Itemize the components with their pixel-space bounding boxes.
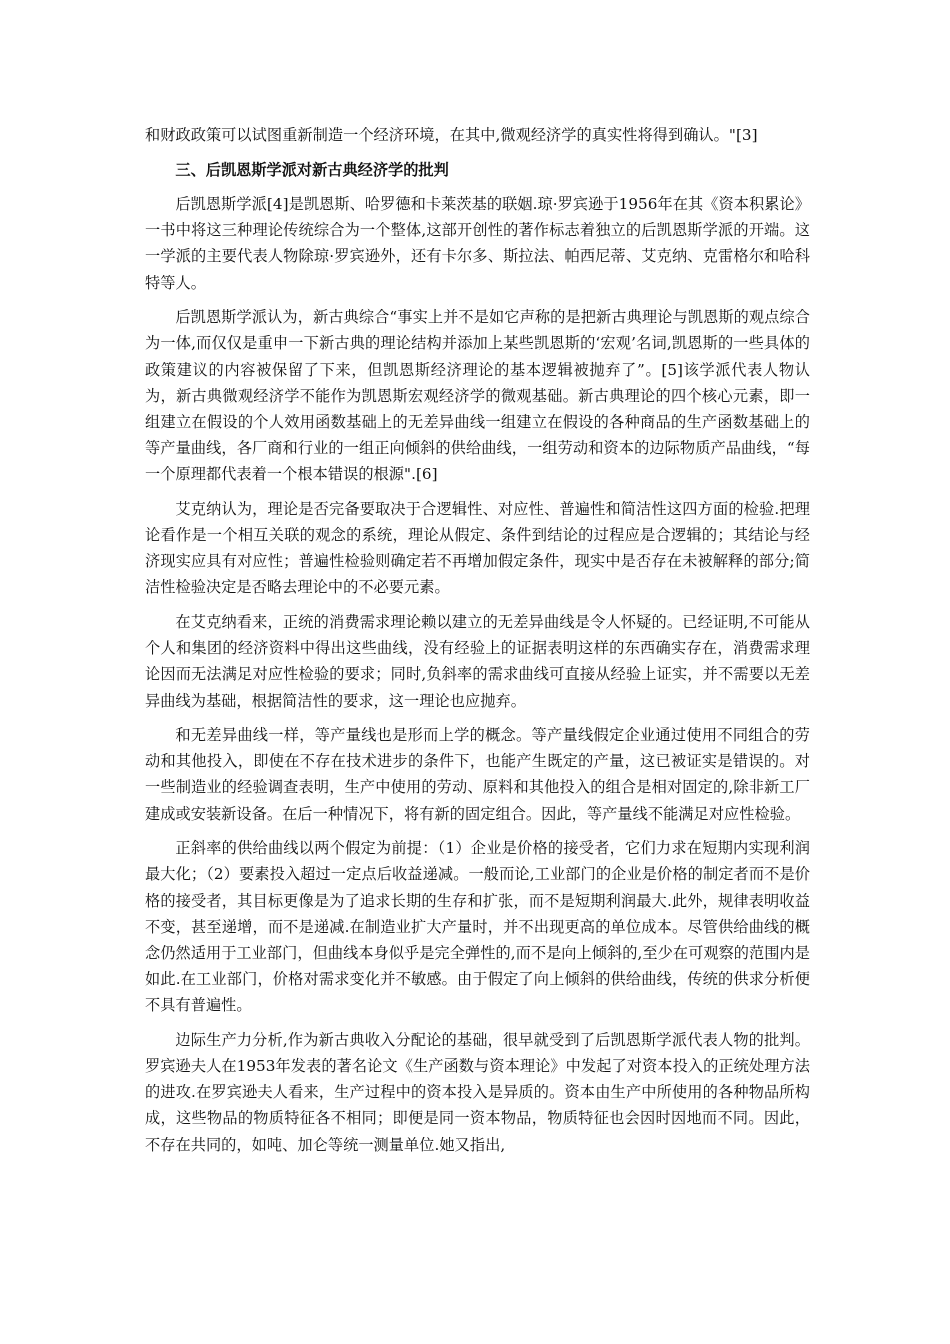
document-page — [145, 122, 810, 1166]
paragraph-marginal-productivity: 边际生产力分析,作为新古典收入分配论的基础，很早就受到了后凯恩斯学派代表人物的批判。罗宾逊夫人在1953年发表的著名论文《生产函数与资本理论》中发起了对资本投入的正统处理方法的进攻.在罗宾逊夫人看来，生产过程中的资本投入是异质的。资本由生产中所使用的各种物品所构成，这些物品的物质特征各不相同；即便是同一资本物品，物质特征也会因时因地而不同。因此，不存在共同的，如吨、加仑等统一测量单位.她又指出, — [145, 1030, 810, 1154]
paragraph-neoclassical-synthesis: 后凯恩斯学派认为，新古典综合“事实上并不是如它声称的是把新古典理论与凯恩斯的观点综合为一体,而仅仅是重申一下新古典的理论结构并添加上某些凯恩斯的‘宏观’名词,凯恩斯的一些具体的政策建议的内容被保留了下来，但凯恩斯经济理论的基本逻辑被抛弃了”。[5]该学派代表人物认为，新古典微观经济学不能作为凯恩斯宏观经济学的微观基础。新古典理论的四个核心元素，即一组建立在假设的个人效用函数基础上的无差异曲线一组建立在假设的各种商品的生产函数基础上的等产量曲线，各厂商和行业的一组正向倾斜的供给曲线，一组劳动和资本的边际物质产品曲线，“每一个原理都代表着一个根本错误的根源".[6] — [145, 308, 810, 484]
paragraph-continued: 和财政政策可以试图重新制造一个经济环境，在其中,微观经济学的真实性将得到确认。"[3] — [145, 126, 758, 144]
paragraph-indifference-curves: 在艾克纳看来，正统的消费需求理论赖以建立的无差异曲线是令人怀疑的。已经证明,不可能从个人和集团的经济资料中得出这些曲线，没有经验上的证据表明这样的东西确实存在，消费需求理论因而无法满足对应性检验的要求；同时,负斜率的需求曲线可直接从经验上证实，并不需要以无差异曲线为基础，根据简洁性的要求，这一理论也应抛弃。 — [145, 612, 810, 710]
paragraph-post-keynesian-school: 后凯恩斯学派[4]是凯恩斯、哈罗德和卡莱茨基的联姻.琼·罗宾逊于1956年在其《资本积累论》一书中将这三种理论传统综合为一个整体,这部开创性的著作标志着独立的后凯恩斯学派的开端。这一学派的主要代表人物除琼·罗宾逊外，还有卡尔多、斯拉法、帕西尼蒂、艾克纳、克雷格尔和哈科特等人。 — [145, 195, 810, 292]
paragraph-isoquants: 和无差异曲线一样，等产量线也是形而上学的概念。等产量线假定企业通过使用不同组合的劳动和其他投入，即使在不存在技术进步的条件下，也能产生既定的产量，这已被证实是错误的。对一些制造业的经验调查表明，生产中使用的劳动、原料和其他投入的组合是相对固定的,除非新工厂建成或安装新设备。在后一种情况下，将有新的固定组合。因此，等产量线不能满足对应性检验。 — [145, 726, 810, 823]
section-heading: 三、后凯恩斯学派对新古典经济学的批判 — [175, 160, 449, 179]
paragraph-supply-curve: 正斜率的供给曲线以两个假定为前提：（1）企业是价格的接受者，它们力求在短期内实现利润最大化；（2）要素投入超过一定点后收益递减。一般而论,工业部门的企业是价格的制定者而不是价格的接受者，其目标更像是为了追求长期的生存和扩张，而不是短期利润最大.此外，规律表明收益不变，甚至递增，而不是递减.在制造业扩大产量时，并不出现更高的单位成本。尽管供给曲线的概念仍然适用于工业部门，但曲线本身似乎是完全弹性的,而不是向上倾斜的,至少在可观察的范围内是如此.在工业部门，价格对需求变化并不敏感。由于假定了向上倾斜的供给曲线，传统的供求分析便不具有普遍性。 — [145, 839, 810, 1015]
paragraph-eichner-tests: 艾克纳认为，理论是否完备要取决于合逻辑性、对应性、普遍性和简洁性这四方面的检验.把理论看作是一个相互关联的观念的系统，理论从假定、条件到结论的过程应是合逻辑的；其结论与经济现实应具有对应性；普遍性检验则确定若不再增加假定条件，现实中是否存在未被解释的部分;简洁性检验决定是否略去理论中的不必要元素。 — [145, 499, 810, 597]
